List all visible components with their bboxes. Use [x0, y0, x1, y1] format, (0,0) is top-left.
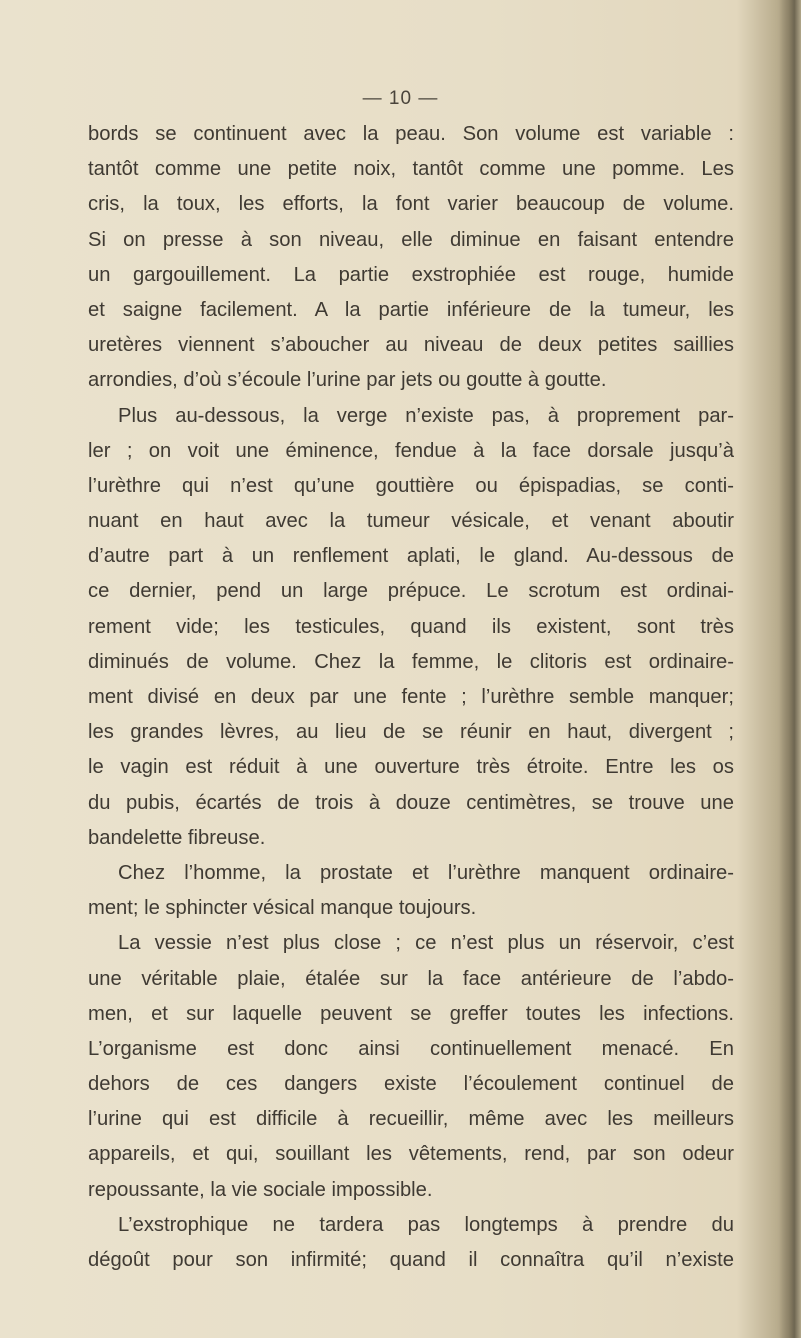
text-line: nuant en haut avec la tumeur vésicale, et venant aboutir — [88, 510, 734, 533]
paragraph-start-line: Chez l’homme, la prostate et l’urèthre manquent ordinaire- — [118, 861, 734, 884]
text-line: une véritable plaie, étalée sur la face antérieure de l’abdo- — [88, 967, 734, 990]
text-line: l’urèthre qui n’est qu’une gouttière ou épispadias, se conti- — [88, 474, 734, 497]
text-line: un gargouillement. La partie exstrophiée est rouge, humide — [88, 263, 734, 286]
text-line: ce dernier, pend un large prépuce. Le scrotum est ordinai- — [88, 580, 734, 603]
text-line: bandelette fibreuse. — [88, 826, 266, 849]
paragraph-start-line: Plus au-dessous, la verge n’existe pas, à proprement par- — [118, 404, 734, 427]
text-line: d’autre part à un renflement aplati, le gland. Au-dessous de — [88, 545, 734, 568]
text-line: dehors de ces dangers existe l’écoulement continuel de — [88, 1073, 734, 1096]
page-edge-shadow — [779, 0, 801, 1338]
text-line: dégoût pour son infirmité; quand il connaîtra qu’il n’existe — [88, 1249, 734, 1271]
text-line: bords se continuent avec la peau. Son volume est variable : — [88, 123, 734, 145]
text-line: cris, la toux, les efforts, la font varier beaucoup de volume. — [88, 193, 734, 216]
text-line: ler ; on voit une éminence, fendue à la face dorsale jusqu’à — [88, 439, 734, 462]
text-line: tantôt comme une petite noix, tantôt comme une pomme. Les — [88, 158, 734, 181]
text-line: les grandes lèvres, au lieu de se réunir en haut, divergent ; — [88, 721, 734, 744]
text-line: L’organisme est donc ainsi continuellement menacé. En — [88, 1037, 734, 1060]
paragraph-start-line: La vessie n’est plus close ; ce n’est plus un réservoir, c’est — [118, 932, 734, 955]
text-line: rement vide; les testicules, quand ils existent, sont très — [88, 615, 734, 638]
text-line: Si on presse à son niveau, elle diminue en faisant entendre — [88, 228, 734, 251]
text-line: ment; le sphincter vésical manque toujours. — [88, 897, 477, 920]
text-line: diminués de volume. Chez la femme, le clitoris est ordinaire- — [88, 650, 734, 673]
body-text — [88, 117, 734, 1278]
text-line: le vagin est réduit à une ouverture très étroite. Entre les os — [88, 756, 734, 779]
page-number: — 10 — — [362, 88, 439, 109]
text-line: l’urine qui est difficile à recueillir, même avec les meilleurs — [88, 1108, 734, 1131]
text-line: et saigne facilement. A la partie inférieure de la tumeur, les — [88, 298, 734, 321]
text-line: arrondies, d’où s’écoule l’urine par jets ou goutte à goutte. — [88, 369, 607, 392]
text-line: uretères viennent s’aboucher au niveau de deux petites saillies — [88, 334, 734, 357]
text-line: men, et sur laquelle peuvent se greffer toutes les infections. — [88, 1002, 734, 1025]
text-line: ment divisé en deux par une fente ; l’urèthre semble manquer; — [88, 686, 734, 708]
text-line: du pubis, écartés de trois à douze centimètres, se trouve une — [88, 791, 734, 814]
text-line: appareils, et qui, souillant les vêtements, rend, par son odeur — [88, 1143, 734, 1166]
paragraph-start-line: L’exstrophique ne tardera pas longtemps à prendre du — [118, 1213, 734, 1236]
text-line: repoussante, la vie sociale impossible. — [88, 1178, 433, 1201]
